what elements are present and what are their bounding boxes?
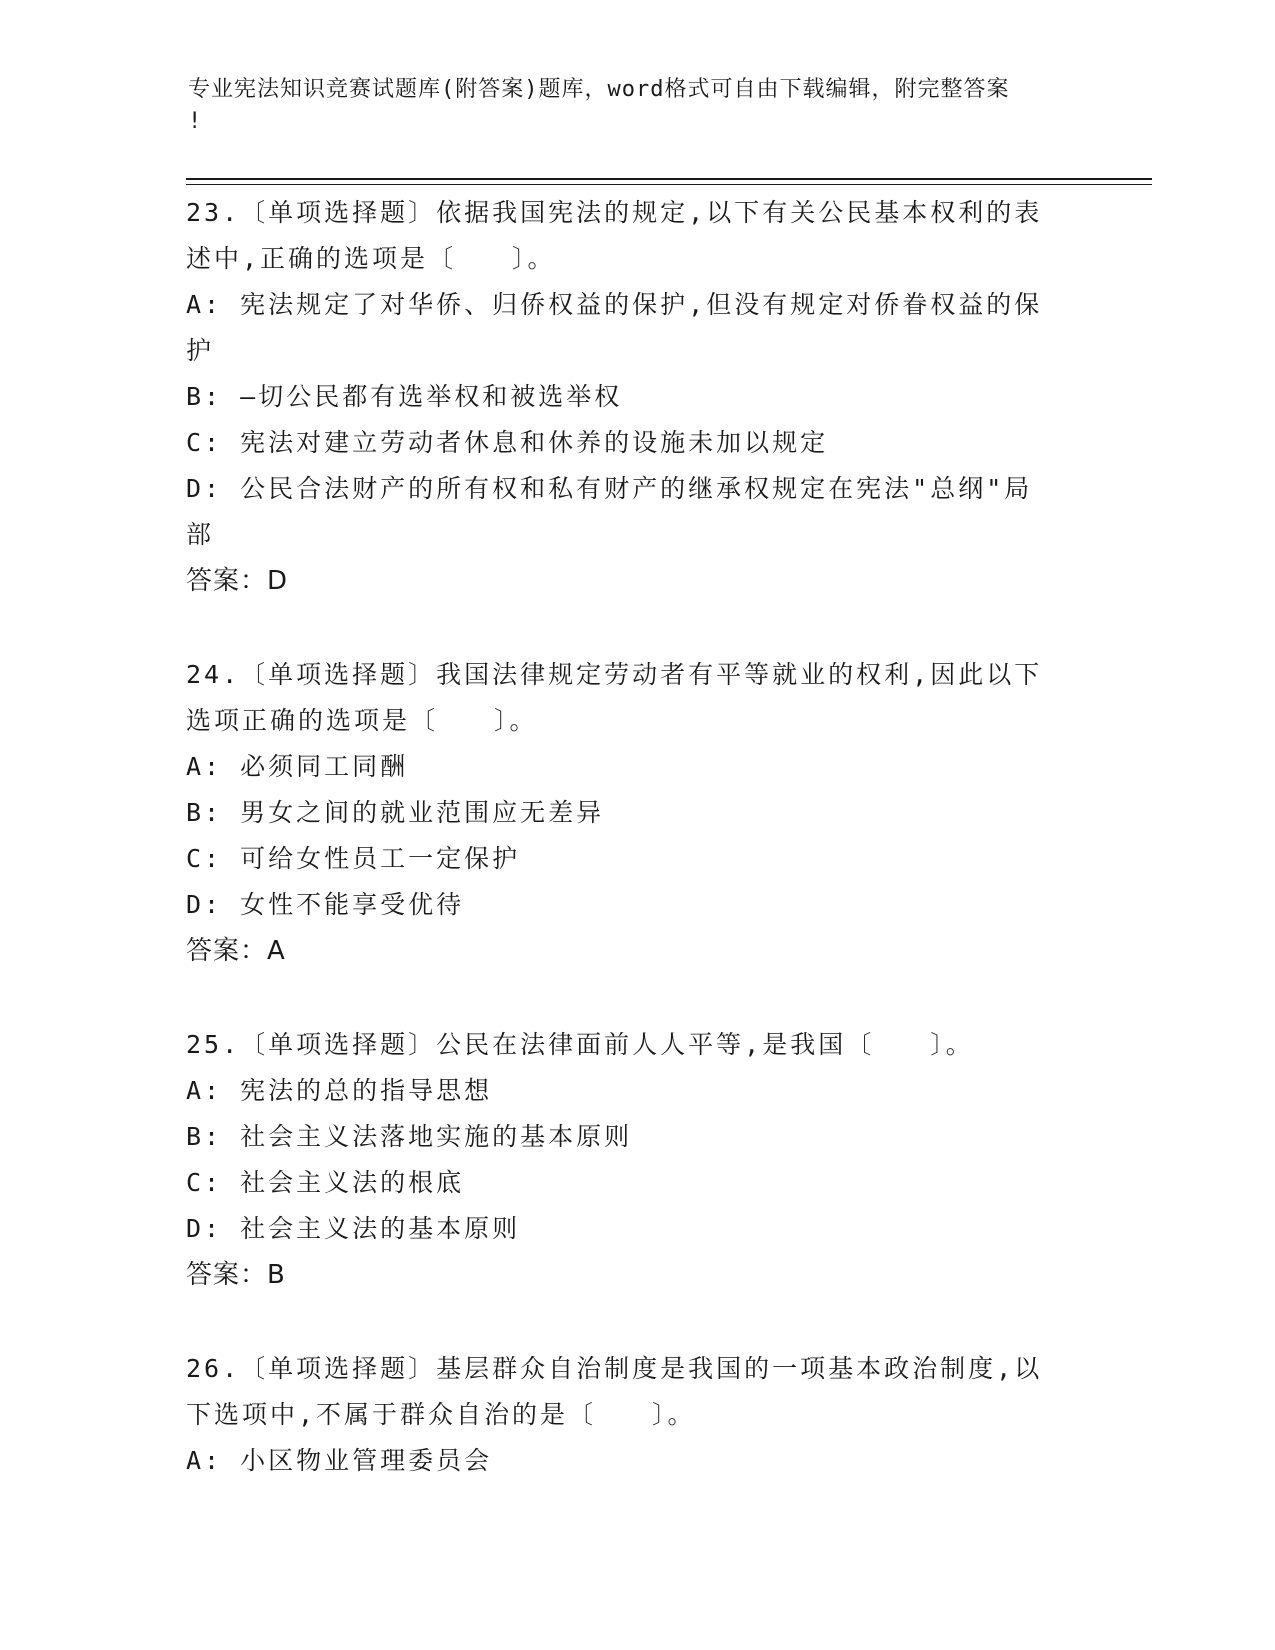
header-divider-thick xyxy=(186,178,1152,180)
header-title-continuation: ! xyxy=(188,109,203,134)
question-stem: 24.〔单项选择题〕我国法律规定劳动者有平等就业的权利,因此以下 xyxy=(186,660,1043,689)
question-stem-continuation: 选项正确的选项是〔 〕。 xyxy=(186,706,538,735)
answer-label: 答案：D xyxy=(186,566,289,596)
option-c: C: 社会主义法的根底 xyxy=(186,1168,465,1197)
question-stem: 26.〔单项选择题〕基层群众自治制度是我国的一项基本政治制度,以 xyxy=(186,1354,1043,1383)
option-c: C: 宪法对建立劳动者休息和休养的设施未加以规定 xyxy=(186,428,829,457)
option-a-continuation: 护 xyxy=(186,336,215,365)
question-list xyxy=(186,190,1076,1532)
option-a: A: 必须同工同酬 xyxy=(186,752,409,781)
option-d: D: 社会主义法的基本原则 xyxy=(186,1214,521,1243)
question-26 xyxy=(186,1346,1076,1484)
option-d: D: 女性不能享受优待 xyxy=(186,890,465,919)
question-stem-continuation: 下选项中,不属于群众自治的是〔 〕。 xyxy=(186,1400,696,1429)
option-a: A: 小区物业管理委员会 xyxy=(186,1446,493,1475)
option-b: B: 社会主义法落地实施的基本原则 xyxy=(186,1122,633,1151)
question-23 xyxy=(186,190,1076,604)
option-a: A: 宪法的总的指导思想 xyxy=(186,1076,493,1105)
header-divider-thin xyxy=(186,184,1152,185)
header-title: 专业宪法知识竞赛试题库(附答案)题库，word格式可自由下载编辑，附完整答案 xyxy=(188,77,1010,102)
option-b: B: 男女之间的就业范围应无差异 xyxy=(186,798,605,827)
question-25 xyxy=(186,1022,1076,1298)
question-stem: 25.〔单项选择题〕公民在法律面前人人平等,是我国〔 〕。 xyxy=(186,1030,974,1059)
answer-label: 答案：A xyxy=(186,936,286,966)
question-stem: 23.〔单项选择题〕依据我国宪法的规定,以下有关公民基本权利的表 xyxy=(186,198,1043,227)
option-d-continuation: 部 xyxy=(186,520,215,549)
option-c: C: 可给女性员工一定保护 xyxy=(186,844,521,873)
document-header xyxy=(188,74,1068,138)
option-d: D: 公民合法财产的所有权和私有财产的继承权规定在宪法"总纲"局 xyxy=(186,474,1033,503)
question-24 xyxy=(186,652,1076,974)
option-b: B: —切公民都有选举权和被选举权 xyxy=(186,382,623,411)
answer-label: 答案：B xyxy=(186,1260,286,1290)
option-a: A: 宪法规定了对华侨、归侨权益的保护,但没有规定对侨眷权益的保 xyxy=(186,290,1043,319)
question-stem-continuation: 述中,正确的选项是〔 〕。 xyxy=(186,244,556,273)
